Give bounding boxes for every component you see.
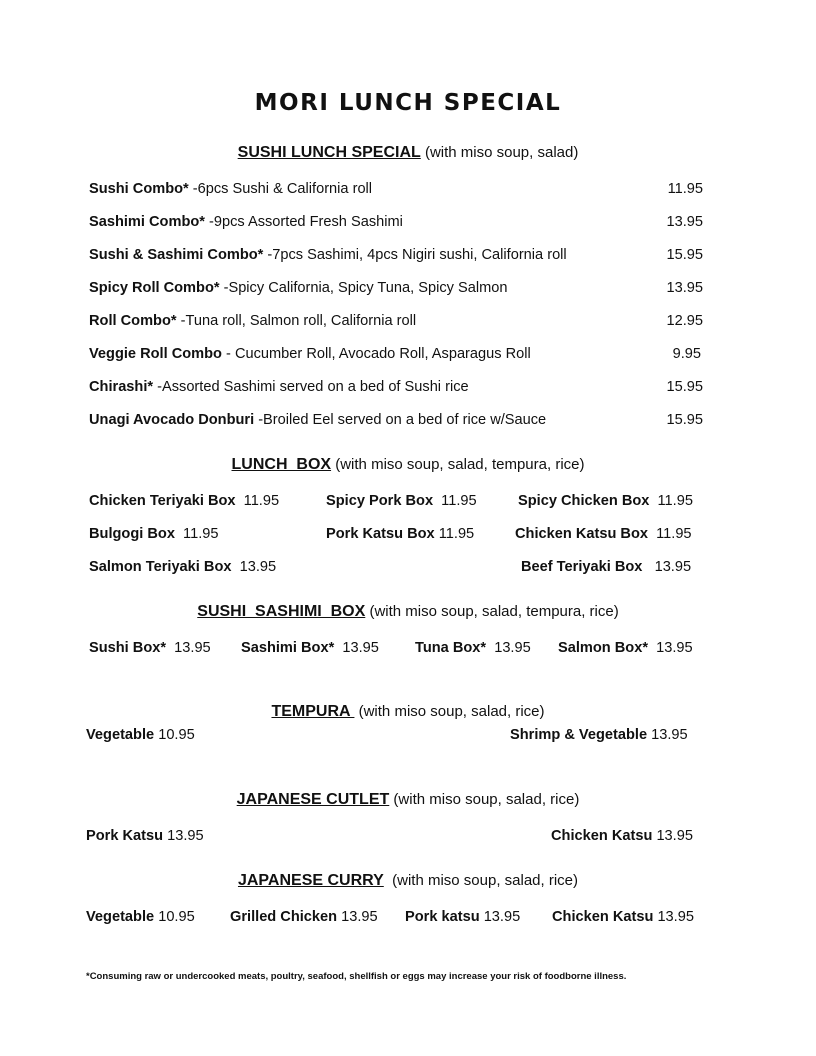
item-name: Sushi & Sashimi Combo* <box>89 247 264 263</box>
item-desc: -Tuna roll, Salmon roll, California roll <box>176 313 417 329</box>
footnote: *Consuming raw or undercooked meats, poultry, seafood, shellfish or eggs may increase your risk of foodborne illness. <box>86 971 627 982</box>
section-header-curry <box>0 872 816 890</box>
item-name: Chicken Katsu <box>552 909 654 925</box>
item-desc: -7pcs Sashimi, 4pcs Nigiri sushi, California roll <box>263 247 567 263</box>
item-name: Chicken Katsu Box <box>515 526 648 542</box>
item-price: 9.95 <box>672 346 701 362</box>
menu-item <box>510 727 688 743</box>
item-desc: - Cucumber Roll, Avocado Roll, Asparagus Roll <box>221 346 531 362</box>
section-header-sushi-special <box>0 144 816 162</box>
section-title: SUSHI LUNCH SPECIAL <box>237 144 421 161</box>
item-price: 13.95 <box>342 640 379 656</box>
menu-item <box>558 640 693 656</box>
item-name: Pork katsu <box>405 909 480 925</box>
menu-item <box>515 526 692 542</box>
item-price: 13.95 <box>483 909 521 925</box>
item-desc: -9pcs Assorted Fresh Sashimi <box>204 214 403 230</box>
section-note: (with miso soup, salad, rice) <box>389 791 580 808</box>
item-name: Chicken Katsu <box>551 828 653 844</box>
menu-item <box>89 526 218 542</box>
item-name: Pork Katsu Box <box>326 526 435 542</box>
item-name: Chirashi* <box>89 379 154 395</box>
item-price: 13.95 <box>174 640 211 656</box>
item-name: Salmon Box* <box>558 640 649 656</box>
item-name: Unagi Avocado Donburi <box>89 412 255 428</box>
menu-item <box>89 181 372 197</box>
section-header-cutlet <box>0 791 816 809</box>
item-name: Spicy Roll Combo* <box>89 280 220 296</box>
section-title: TEMPURA <box>271 703 355 720</box>
menu-item <box>551 828 693 844</box>
section-title: SUSHI SASHIMI BOX <box>197 603 366 620</box>
section-note: (with miso soup, salad) <box>420 144 579 161</box>
page-title: MORI LUNCH SPECIAL <box>254 90 562 116</box>
section-title: JAPANESE CUTLET <box>236 791 390 808</box>
item-name: Bulgogi Box <box>89 526 175 542</box>
menu-item <box>86 828 204 844</box>
menu-item <box>552 909 694 925</box>
item-name: Sashimi Box* <box>241 640 335 656</box>
item-name: Vegetable <box>86 727 155 743</box>
menu-item <box>230 909 378 925</box>
section-title: JAPANESE CURRY <box>237 872 384 889</box>
item-price: 13.95 <box>656 828 693 844</box>
menu-item <box>518 493 693 509</box>
item-name: Chicken Teriyaki Box <box>89 493 236 509</box>
item-name: Vegetable <box>86 909 155 925</box>
item-price: 13.95 <box>341 909 378 925</box>
item-name: Tuna Box* <box>415 640 487 656</box>
section-note: (with miso soup, salad, rice) <box>354 703 545 720</box>
item-desc: -Assorted Sashimi served on a bed of Sushi rice <box>153 379 469 395</box>
menu-item <box>326 526 474 542</box>
item-desc: -Spicy California, Spicy Tuna, Spicy Salmon <box>219 280 508 296</box>
menu-item <box>521 559 691 575</box>
item-price: 11.95 <box>441 493 477 509</box>
item-price: 13.95 <box>239 559 277 575</box>
item-name: Pork Katsu <box>86 828 164 844</box>
item-price: 13.95 <box>666 280 703 296</box>
item-price: 13.95 <box>654 559 692 575</box>
menu-item <box>89 214 403 230</box>
item-name: Spicy Chicken Box <box>518 493 650 509</box>
item-price: 11.95 <box>656 526 692 542</box>
menu-item <box>89 493 279 509</box>
item-price: 13.95 <box>167 828 204 844</box>
item-price: 11.95 <box>438 526 475 542</box>
section-note: (with miso soup, salad, rice) <box>383 872 579 889</box>
item-price: 15.95 <box>666 412 703 428</box>
item-name: Grilled Chicken <box>230 909 338 925</box>
section-note: (with miso soup, salad, tempura, rice) <box>331 456 585 473</box>
menu-item <box>241 640 379 656</box>
item-desc: -6pcs Sushi & California roll <box>188 181 373 197</box>
menu-item <box>89 412 546 428</box>
menu-item <box>89 247 567 263</box>
item-name: Sashimi Combo* <box>89 214 205 230</box>
item-price: 11.95 <box>183 526 219 542</box>
menu-item <box>89 346 531 362</box>
item-name: Spicy Pork Box <box>326 493 434 509</box>
item-price: 15.95 <box>666 379 703 395</box>
item-name: Salmon Teriyaki Box <box>89 559 232 575</box>
item-price: 15.95 <box>666 247 703 263</box>
item-name: Shrimp & Vegetable <box>510 727 648 743</box>
menu-item <box>89 379 469 395</box>
item-price: 11.95 <box>657 493 693 509</box>
item-desc: -Broiled Eel served on a bed of rice w/Sauce <box>254 412 547 428</box>
item-name: Beef Teriyaki Box <box>521 559 643 575</box>
menu-item <box>326 493 477 509</box>
menu-item <box>405 909 520 925</box>
menu-item <box>86 727 195 743</box>
menu-item <box>86 909 195 925</box>
menu-item <box>415 640 531 656</box>
menu-item <box>89 280 508 296</box>
menu-item <box>89 313 416 329</box>
section-header-lunch-box <box>0 456 816 474</box>
section-note: (with miso soup, salad, tempura, rice) <box>365 603 619 620</box>
section-header-tempura <box>0 703 816 721</box>
item-price: 13.95 <box>657 909 694 925</box>
item-name: Sushi Combo* <box>89 181 189 197</box>
item-price: 13.95 <box>666 214 703 230</box>
section-header-sushi-sashimi-box <box>0 603 816 621</box>
item-price: 12.95 <box>666 313 703 329</box>
item-name: Veggie Roll Combo <box>89 346 222 362</box>
item-price: 11.95 <box>667 181 703 197</box>
item-name: Sushi Box* <box>89 640 167 656</box>
item-price: 11.95 <box>243 493 280 509</box>
item-price: 13.95 <box>656 640 693 656</box>
item-name: Roll Combo* <box>89 313 177 329</box>
item-price: 13.95 <box>494 640 531 656</box>
item-price: 13.95 <box>651 727 688 743</box>
menu-item <box>89 559 276 575</box>
section-title: LUNCH BOX <box>231 456 332 473</box>
item-price: 10.95 <box>158 727 195 743</box>
item-price: 10.95 <box>158 909 195 925</box>
menu-item <box>89 640 211 656</box>
